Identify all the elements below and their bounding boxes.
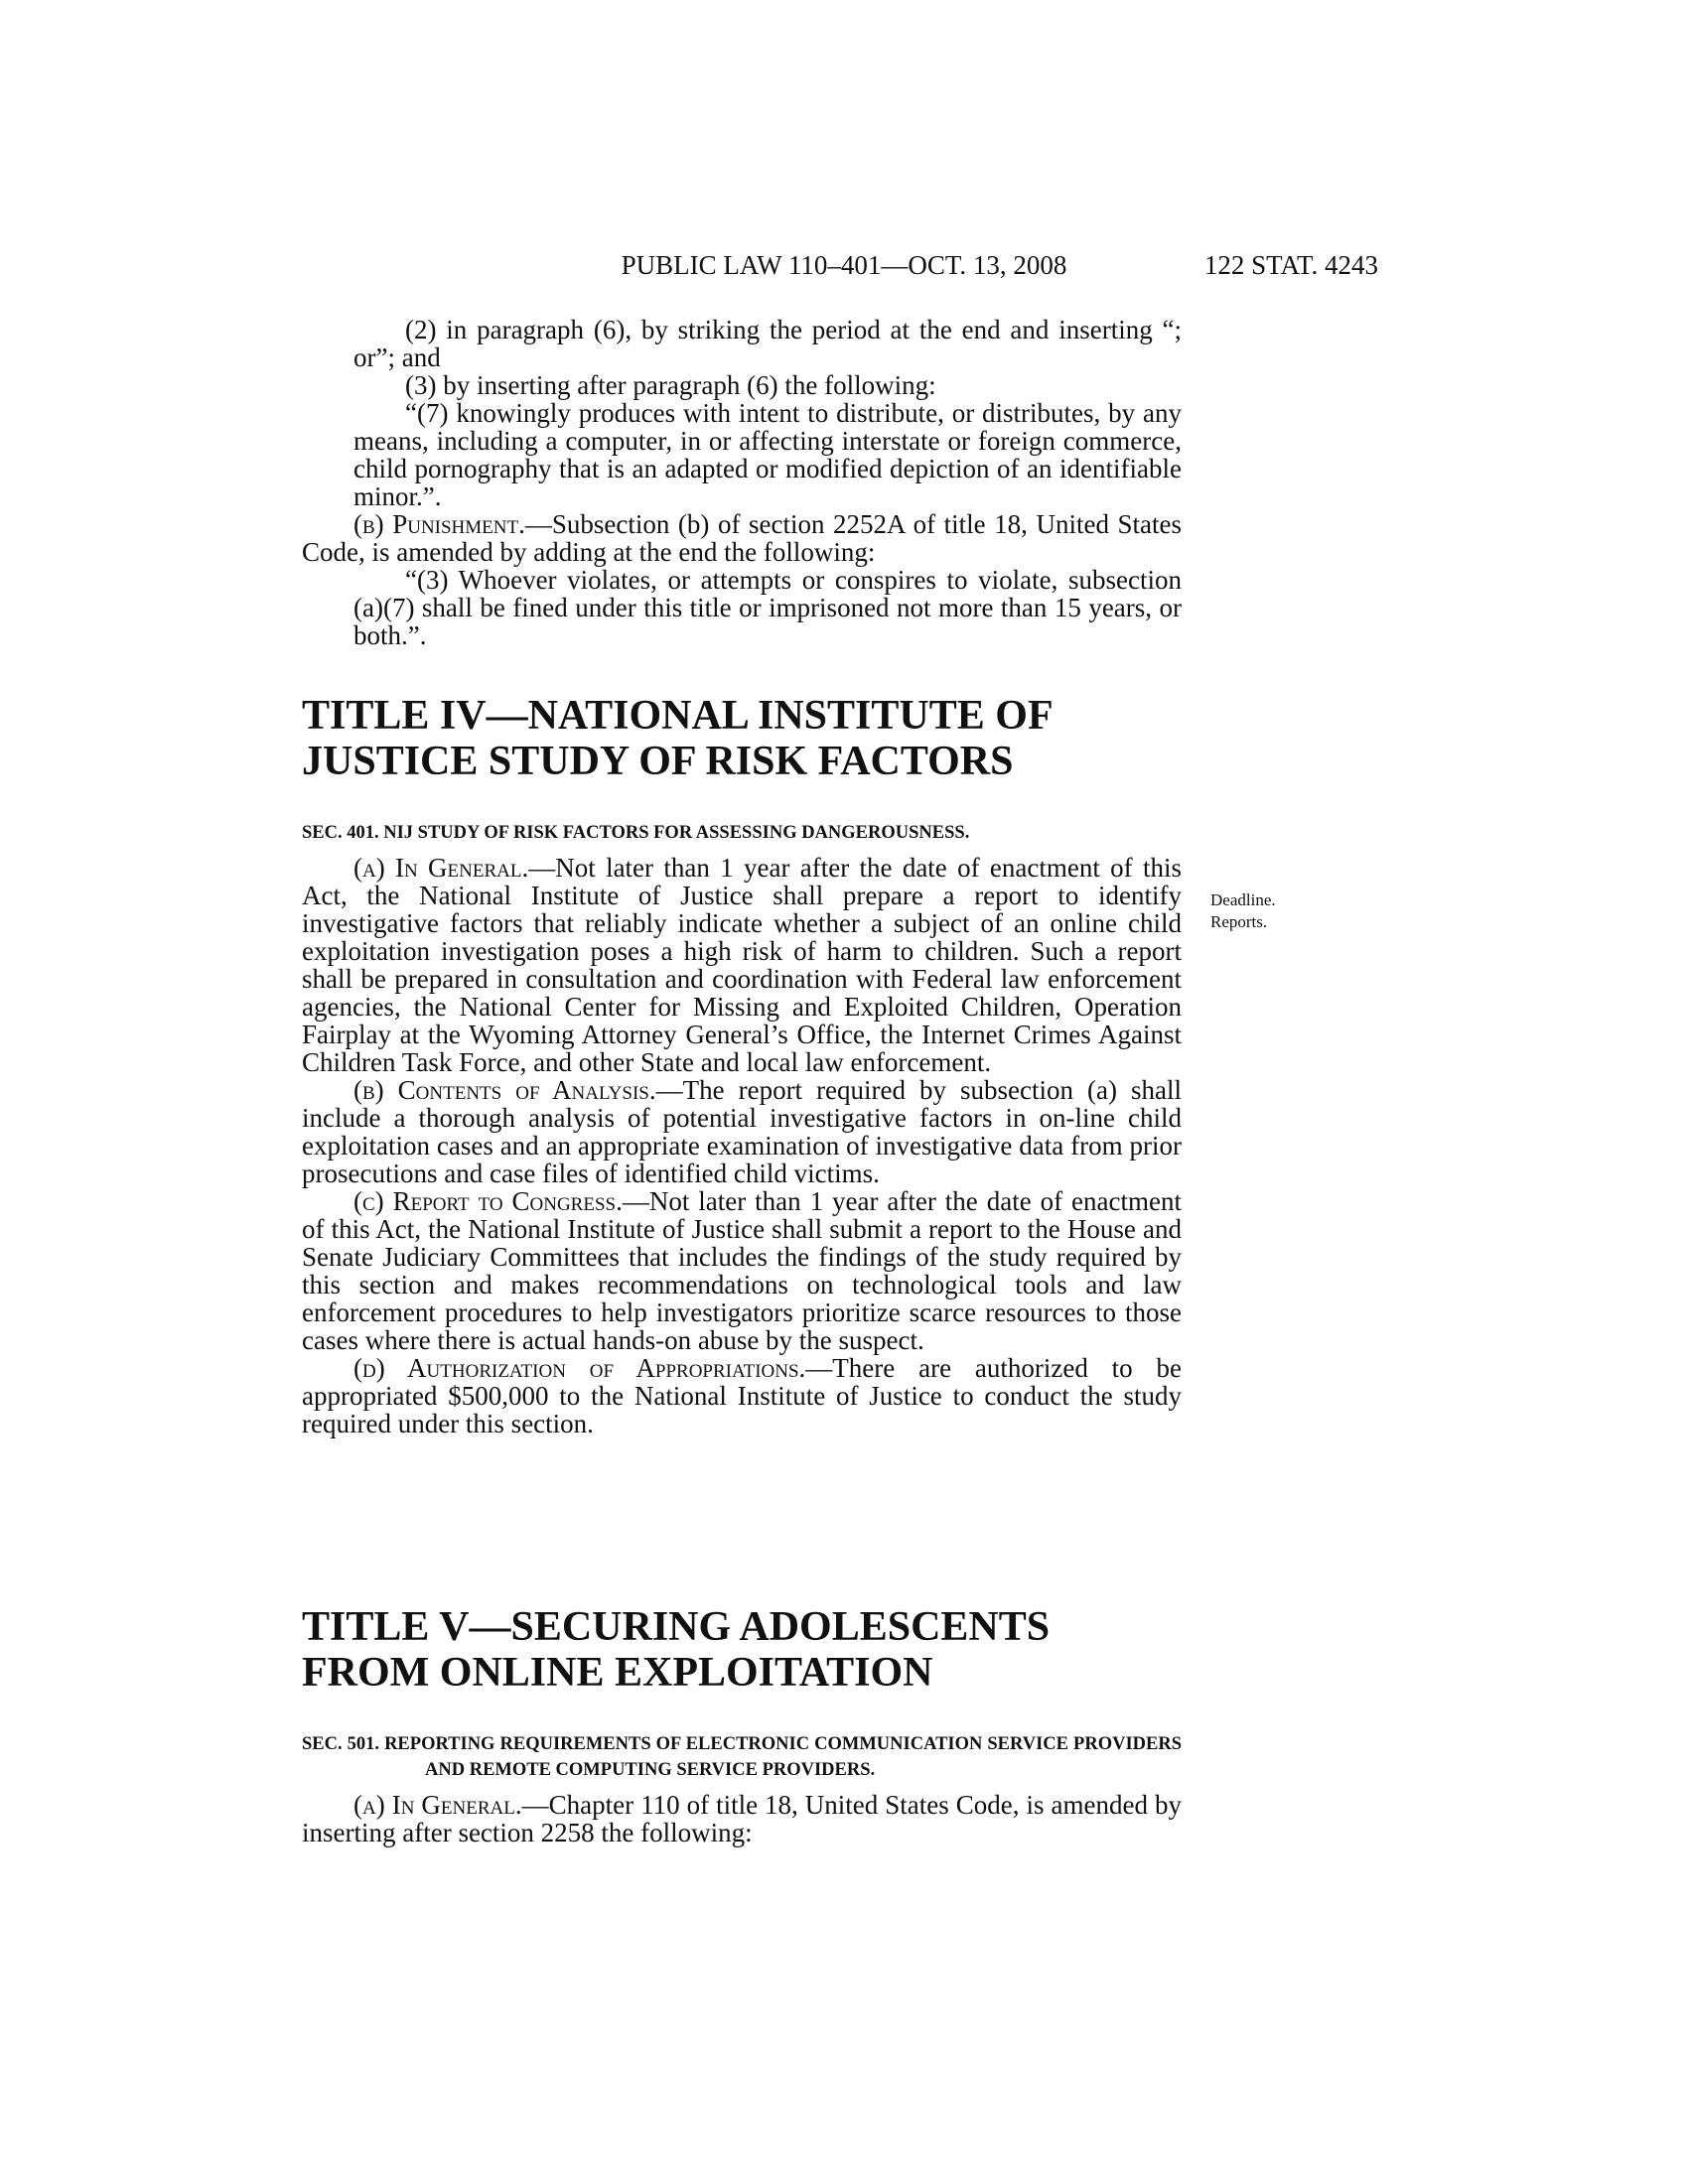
paragraph-2: (2) in paragraph (6), by striking the period at the end and inserting “; or”; and (353, 315, 1182, 372)
section-401-c-heading: (c) Report to Congress. (353, 1186, 623, 1216)
title-iv-line-2: JUSTICE STUDY OF RISK FACTORS (302, 739, 1014, 784)
subsection-b-punishment (302, 510, 1182, 566)
quoted-paragraph-3: “(3) Whoever violates, or attempts or conspires to violate, subsection (a)(7) shall be fined under this title or imprisoned not more than 15 years, or both.”. (353, 565, 1182, 650)
section-401 (302, 820, 1182, 1437)
intro-section (302, 316, 1182, 649)
title-v-line-1: TITLE V—SECURING ADOLESCENTS (302, 1604, 1051, 1650)
section-401-b-body: —The report required by subsection (a) shall include a thorough analysis of potential investigative factors in on-line child exploitation cases and an appropriate examination of investigative data from prior prosecutions and case files of identified child victims. (302, 1075, 1182, 1188)
running-head: PUBLIC LAW 110–401—OCT. 13, 2008 (621, 250, 1067, 280)
title-iv-heading (302, 693, 1182, 784)
section-501 (302, 1731, 1182, 1846)
section-401-d-body: —There are authorized to be appropriated $500,000 to the National Institute of Justice to conduct the study required under this section. (302, 1353, 1182, 1438)
margin-note-reports: Reports. (1210, 912, 1268, 931)
section-401-d-heading: (d) Authorization of Appropriations. (353, 1353, 806, 1383)
margin-note-deadline: Deadline. (1210, 890, 1276, 909)
section-401-c (302, 1187, 1182, 1354)
section-401-d (302, 1354, 1182, 1437)
section-401-a-heading: (a) In General. (353, 853, 529, 883)
section-401-c-body: —Not later than 1 year after the date of enactment of this Act, the National Institute of Justice shall submit a report to the House and Senate Judiciary Committees that includes the findings of the study required by this section and makes recommendations on technological tools and law enforcement procedures to help investigators prioritize scarce resources to those cases where there is actual hands-on abuse by the suspect. (302, 1186, 1182, 1355)
section-501-heading: SEC. 501. REPORTING REQUIREMENTS OF ELECTRONIC COMMUNICATION SERVICE PROVIDERS AND REMOTE COMPUTING SERVICE PROVIDERS. (302, 1734, 1182, 1780)
paragraph-3: (3) by inserting after paragraph (6) the following: (405, 370, 936, 400)
quoted-paragraph-7: “(7) knowingly produces with intent to distribute, or distributes, by any means, including a computer, in or affecting interstate or foreign commerce, child pornography that is an adapted or modified depiction of an identifiable minor.”. (353, 398, 1182, 511)
section-501-a-body: —Chapter 110 of title 18, United States Code, is amended by inserting after section 2258 the following: (302, 1790, 1182, 1847)
section-501-a-heading: (a) In General. (353, 1790, 522, 1820)
page-header (0, 250, 1688, 290)
title-v-line-2: FROM ONLINE EXPLOITATION (302, 1650, 933, 1696)
section-401-a-body: —Not later than 1 year after the date of enactment of this Act, the National Institute of Justice shall prepare a report to identify investigative factors that reliably indicate whether a subject of an online child exploitation investigation poses a high risk of harm to children. Such a report shall be prepared in consultation and coordination with Federal law enforcement agencies, the National Center for Missing and Exploited Children, Operation Fairplay at the Wyoming Attorney General’s Office, the Internet Crimes Against Children Task Force, and other State and local law enforcement. (302, 853, 1182, 1077)
subsection-b-body: —Subsection (b) of section 2252A of title 18, United States Code, is amended by adding at the end the following: (302, 509, 1182, 567)
page-reference: 122 STAT. 4243 (1203, 250, 1378, 280)
section-501-a (302, 1791, 1182, 1846)
section-401-b-heading: (b) Contents of Analysis. (353, 1075, 656, 1105)
title-iv-line-1: TITLE IV—NATIONAL INSTITUTE OF (302, 693, 1054, 739)
section-401-heading: SEC. 401. NIJ STUDY OF RISK FACTORS FOR ASSESSING DANGEROUSNESS. (302, 823, 970, 843)
section-401-b (302, 1076, 1182, 1187)
section-401-a (302, 854, 1182, 1076)
subsection-b-heading: (b) Punishment. (353, 509, 525, 539)
title-v-heading (302, 1604, 1182, 1696)
margin-note (1210, 889, 1276, 933)
